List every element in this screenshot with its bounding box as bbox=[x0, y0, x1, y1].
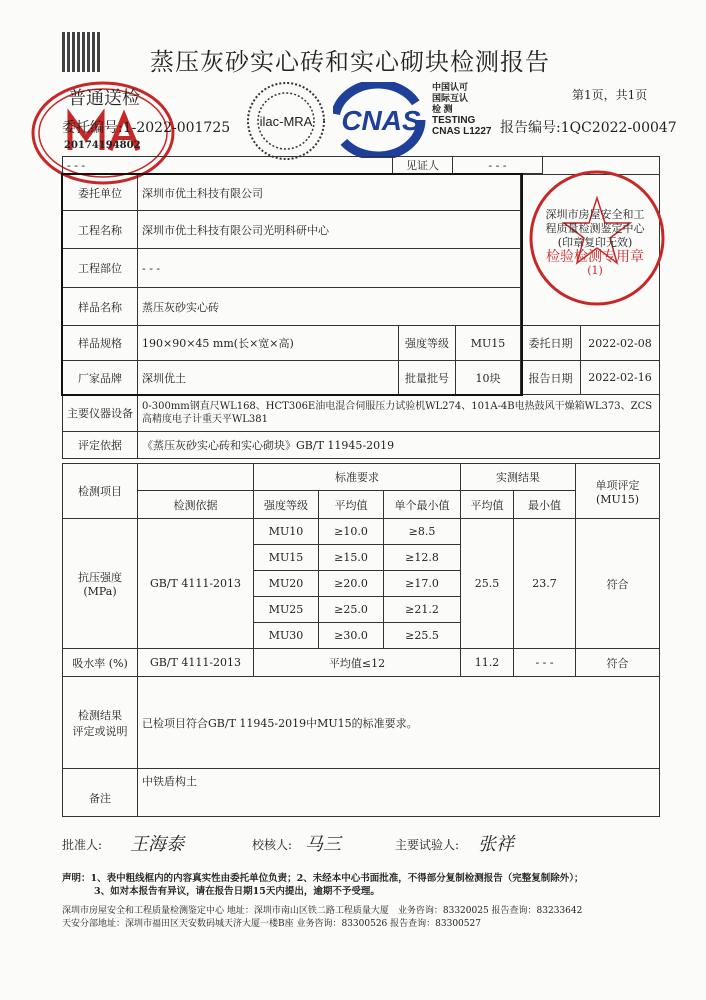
approver-signature: 王海泰 bbox=[130, 834, 184, 855]
stamp-overlay-line: 深圳市房屋安全和工 bbox=[545, 208, 645, 221]
project-value: 深圳市优土科技有限公司光明科研中心 bbox=[138, 211, 521, 249]
grade-value: MU15 bbox=[456, 326, 521, 361]
header-measured-min: 最小值 bbox=[514, 491, 576, 519]
avg-req-cell: ≥10.0 bbox=[319, 519, 384, 545]
blank-cell bbox=[138, 464, 254, 491]
stamp-overlay-line: (印章复印无效) bbox=[557, 236, 633, 249]
entrust-date-value: 2022-02-08 bbox=[581, 326, 660, 361]
header-grade: 强度等级 bbox=[254, 491, 319, 519]
reviewer-signature: 马三 bbox=[305, 834, 341, 855]
report-date-value: 2022-02-16 bbox=[581, 361, 660, 395]
header-standard-req: 标准要求 bbox=[254, 464, 461, 491]
compressive-method: GB/T 4111-2013 bbox=[138, 519, 254, 649]
header-item: 检测项目 bbox=[63, 464, 138, 519]
cnas-text-line: 检 测 bbox=[432, 104, 453, 114]
witness-label: 见证人 bbox=[393, 157, 453, 174]
test-results-table bbox=[62, 463, 660, 817]
batch-value: 10块 bbox=[456, 361, 521, 395]
header-min-single: 单个最小值 bbox=[384, 491, 461, 519]
table-row bbox=[63, 519, 660, 545]
sample-value: 蒸压灰砂实心砖 bbox=[138, 288, 521, 326]
footer-line-1: 深圳市房屋安全和工程质量检测鉴定中心 地址：深圳市南山区铁二路工程质量大厦 业务咨询：83320025 报告查询：83233642 bbox=[62, 906, 583, 916]
grade-cell: MU30 bbox=[254, 623, 319, 649]
brand-label: 厂家品牌 bbox=[63, 361, 138, 395]
min-req-cell: ≥8.5 bbox=[384, 519, 461, 545]
grade-label: 强度等级 bbox=[399, 326, 456, 361]
remark-value: 中铁盾构土 bbox=[138, 769, 660, 817]
equipment-value: 0-300mm钢直尺WL168、HCT306E油电混合伺服压力试验机WL274、101A-4B电热鼓风干燥箱WL373、ZCS高精度电子计重天平WL381 bbox=[138, 395, 660, 432]
cnas-logo-icon bbox=[333, 82, 431, 158]
spec-value: 190×90×45 mm(长×宽×高) bbox=[138, 326, 399, 361]
tester-signature: 张祥 bbox=[478, 834, 514, 855]
avg-req-cell: ≥20.0 bbox=[319, 571, 384, 597]
stamp-overlay-line: 程质量检测鉴定中心 bbox=[545, 222, 645, 235]
header-measured: 实测结果 bbox=[461, 464, 576, 491]
conclusion-value: 已检项目符合GB/T 11945-2019中MU15的标准要求。 bbox=[138, 677, 660, 769]
table-row bbox=[63, 649, 660, 677]
cnas-text-line: 中国认可 bbox=[432, 82, 469, 92]
report-number: 报告编号:1QC2022-00047 bbox=[500, 120, 677, 136]
basis-label: 评定依据 bbox=[63, 432, 138, 459]
avg-req-cell: ≥25.0 bbox=[319, 597, 384, 623]
equipment-label: 主要仪器设备 bbox=[63, 395, 138, 432]
svg-text:ilac-MRA: ilac-MRA bbox=[259, 114, 313, 129]
absorption-label: 吸水率 (%) bbox=[63, 649, 138, 677]
conclusion-label: 检测结果 评定或说明 bbox=[63, 677, 138, 769]
measured-avg: 25.5 bbox=[461, 519, 514, 649]
spec-label: 样品规格 bbox=[63, 326, 138, 361]
batch-label: 批量批号 bbox=[399, 361, 456, 395]
top-left-value: - - - bbox=[63, 157, 393, 174]
qr-code bbox=[62, 32, 102, 72]
report-date-label: 报告日期 bbox=[521, 361, 581, 395]
header-measured-avg: 平均值 bbox=[461, 491, 514, 519]
absorption-avg: 11.2 bbox=[461, 649, 514, 677]
cnas-text-line: CNAS L1227 bbox=[432, 126, 492, 137]
brand-value: 深圳优土 bbox=[138, 361, 399, 395]
grade-cell: MU15 bbox=[254, 545, 319, 571]
statement-line-1: 声明：1、表中粗线框内的内容真实性由委托单位负责；2、未经本中心书面批准，不得部分复制检测报告（完整复制除外）； bbox=[62, 873, 584, 884]
header-method: 检测依据 bbox=[138, 491, 254, 519]
absorption-verdict: 符合 bbox=[576, 649, 660, 677]
stamp-number: (1) bbox=[587, 264, 603, 277]
entrust-date-label: 委托日期 bbox=[521, 326, 581, 361]
compressive-unit: (MPa) bbox=[83, 585, 117, 598]
header-verdict bbox=[576, 464, 660, 519]
statement-line-2: 3、如对本报告有异议，请在报告日期15天内提出，逾期不予受理。 bbox=[94, 886, 380, 897]
min-req-cell: ≥21.2 bbox=[384, 597, 461, 623]
grade-cell: MU20 bbox=[254, 571, 319, 597]
header-avg: 平均值 bbox=[319, 491, 384, 519]
compressive-label: 抗压强度 bbox=[78, 571, 122, 584]
page-info: 第1页，共1页 bbox=[572, 88, 648, 102]
report-title: 蒸压灰砂实心砖和实心砌块检测报告 bbox=[150, 48, 550, 76]
part-value: - - - bbox=[138, 249, 521, 288]
grade-cell: MU25 bbox=[254, 597, 319, 623]
category-label: 普通送检 bbox=[68, 88, 140, 109]
sample-label: 样品名称 bbox=[63, 288, 138, 326]
header-verdict-grade: (MU15) bbox=[595, 492, 640, 506]
avg-req-cell: ≥15.0 bbox=[319, 545, 384, 571]
svg-text:CNAS: CNAS bbox=[341, 105, 421, 136]
absorption-method: GB/T 4111-2013 bbox=[138, 649, 254, 677]
min-req-cell: ≥12.8 bbox=[384, 545, 461, 571]
stamp-center-text: 检验检测专用章 bbox=[546, 249, 644, 265]
absorption-req: 平均值≤12 bbox=[254, 649, 461, 677]
grade-cell: MU10 bbox=[254, 519, 319, 545]
stamp-text bbox=[532, 208, 658, 278]
cnas-text-line: 国际互认 bbox=[432, 93, 469, 103]
compressive-item bbox=[63, 519, 138, 649]
approver-label: 批准人: bbox=[62, 838, 103, 852]
footer-line-2: 天安分部地址：深圳市福田区天安数码城天济大厦一楼B座 业务咨询：83300526 报告查询：83300527 bbox=[62, 919, 481, 929]
witness-value: - - - bbox=[453, 157, 543, 174]
part-label: 工程部位 bbox=[63, 249, 138, 288]
absorption-min: - - - bbox=[514, 649, 576, 677]
min-req-cell: ≥25.5 bbox=[384, 623, 461, 649]
remark-label: 备注 bbox=[63, 769, 138, 817]
basis-value: 《蒸压灰砂实心砖和实心砌块》GB/T 11945-2019 bbox=[138, 432, 660, 459]
client-label: 委托单位 bbox=[63, 175, 138, 211]
cnas-text-line: TESTING bbox=[432, 115, 476, 126]
tester-label: 主要试验人: bbox=[395, 838, 460, 852]
avg-req-cell: ≥30.0 bbox=[319, 623, 384, 649]
compressive-verdict: 符合 bbox=[576, 519, 660, 649]
min-req-cell: ≥17.0 bbox=[384, 571, 461, 597]
header-verdict-label: 单项评定 bbox=[595, 478, 640, 492]
reviewer-label: 校核人: bbox=[252, 838, 293, 852]
commission-number: 委托编号:1-2022-001725 bbox=[62, 120, 231, 136]
measured-min: 23.7 bbox=[514, 519, 576, 649]
cnas-text bbox=[432, 82, 491, 137]
project-label: 工程名称 bbox=[63, 211, 138, 249]
ilac-mra-logo-icon bbox=[246, 78, 326, 164]
cma-number: 20174194802 bbox=[64, 140, 141, 151]
client-value: 深圳市优土科技有限公司 bbox=[138, 175, 521, 211]
